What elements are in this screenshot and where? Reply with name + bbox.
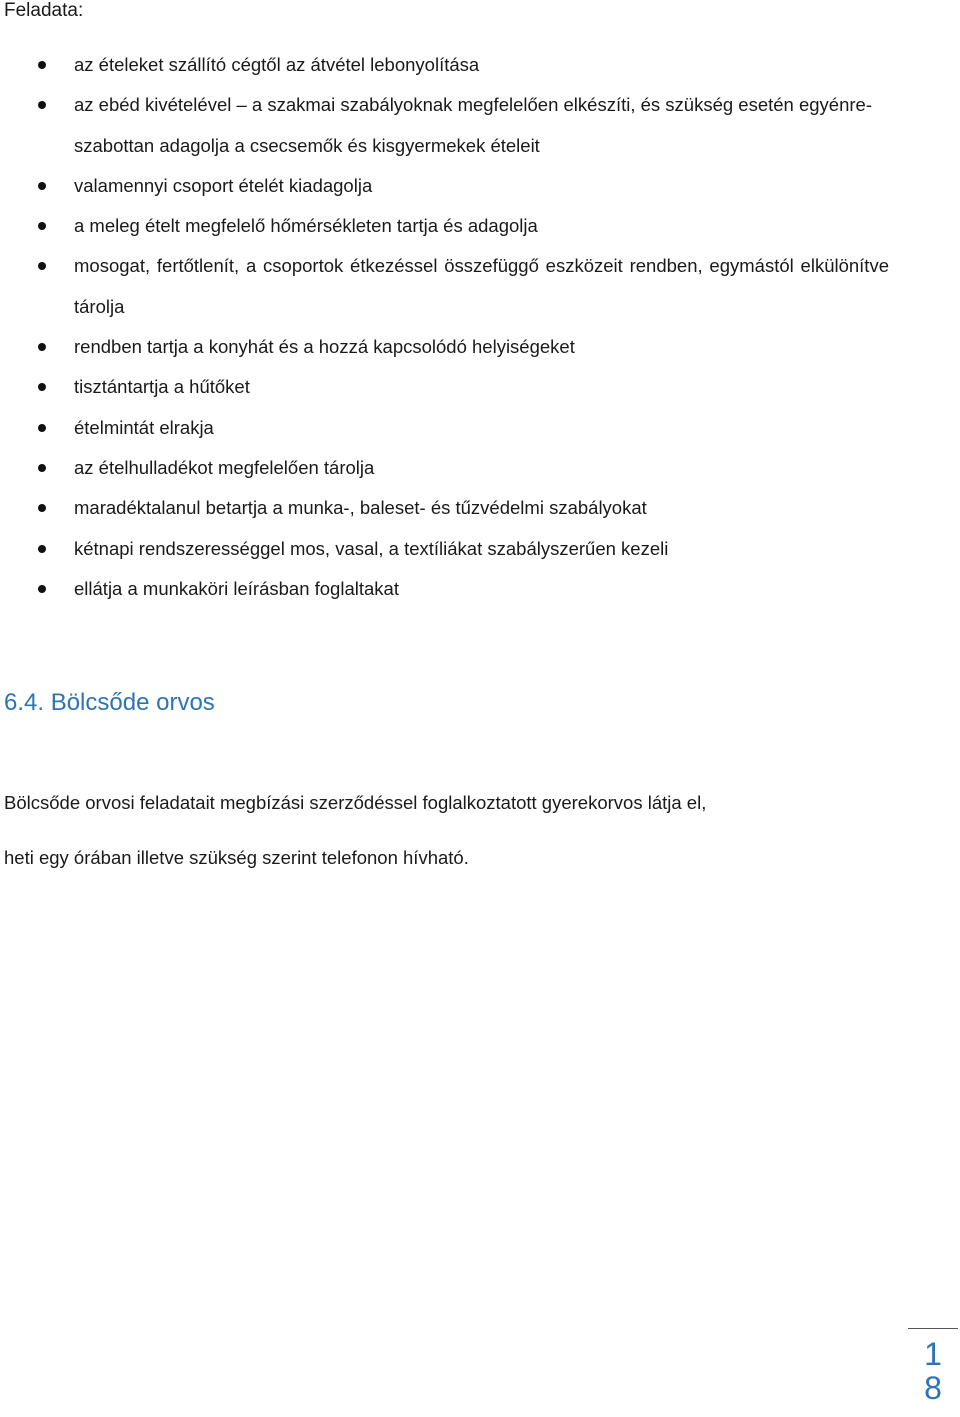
task-text: ellátja a munkaköri leírásban foglaltakat [74, 577, 399, 599]
page-number-digit-1: 1 [924, 1336, 942, 1372]
task-item-1 [0, 45, 960, 85]
task-item-11 [0, 529, 960, 569]
bullet-icon [38, 464, 46, 472]
task-item-9 [0, 448, 960, 488]
task-item-5 [0, 246, 960, 327]
bullet-icon [38, 504, 46, 512]
task-text: mosogat, fertőtlenít, a csoportok étkezéssel összefüggő eszközeit rendben, egymástól elkülönítve tárolja [74, 255, 889, 317]
bullet-icon [38, 383, 46, 391]
bullet-icon [38, 182, 46, 190]
task-item-8 [0, 408, 960, 448]
task-text: tisztántartja a hűtőket [74, 376, 250, 398]
task-text: kétnapi rendszerességgel mos, vasal, a textíliákat szabályszerűen kezeli [74, 537, 669, 559]
feladata-label: Feladata: [4, 0, 84, 21]
page-number [908, 1328, 958, 1405]
bullet-icon [38, 343, 46, 351]
task-text: valamennyi csoport ételét kiadagolja [74, 174, 373, 196]
bullet-icon [38, 61, 46, 69]
task-text: az ételeket szállító cégtől az átvétel lebonyolítása [74, 54, 480, 75]
bullet-icon [38, 101, 46, 109]
task-item-2 [0, 85, 960, 166]
bullet-icon [38, 262, 46, 270]
task-text: rendben tartja a konyhát és a hozzá kapcsolódó helyiségeket [74, 336, 575, 358]
task-text: maradéktalanul betartja a munka-, baleset- és tűzvédelmi szabályokat [74, 497, 647, 519]
task-item-4 [0, 206, 960, 246]
paragraph-2: heti egy órában illetve szükség szerint telefonon hívható. [4, 847, 469, 868]
task-item-12 [0, 569, 960, 609]
task-text: ételmintát elrakja [74, 416, 214, 438]
task-item-3 [0, 166, 960, 206]
bullet-icon [38, 585, 46, 593]
bullet-icon [38, 545, 46, 553]
task-item-6 [0, 327, 960, 367]
task-list [0, 45, 960, 609]
task-text: az ételhulladékot megfelelően tárolja [74, 456, 375, 478]
paragraph-1: Bölcsőde orvosi feladatait megbízási szerződéssel foglalkoztatott gyerekorvos látja el, [4, 792, 707, 813]
bullet-icon [38, 424, 46, 432]
section-heading: 6.4. Bölcsőde orvos [4, 689, 215, 716]
task-text: az ebéd kivételével – a szakmai szabályoknak megfelelően elkészíti, és szükség esetén egyénre-szabottan adagolja a csecsemők és kisgyermekek ételeit [74, 94, 872, 156]
bullet-icon [38, 222, 46, 230]
task-text: a meleg ételt megfelelő hőmérsékleten tartja és adagolja [74, 215, 538, 237]
task-item-10 [0, 488, 960, 528]
task-item-7 [0, 367, 960, 407]
page-number-digit-2: 8 [924, 1370, 942, 1406]
